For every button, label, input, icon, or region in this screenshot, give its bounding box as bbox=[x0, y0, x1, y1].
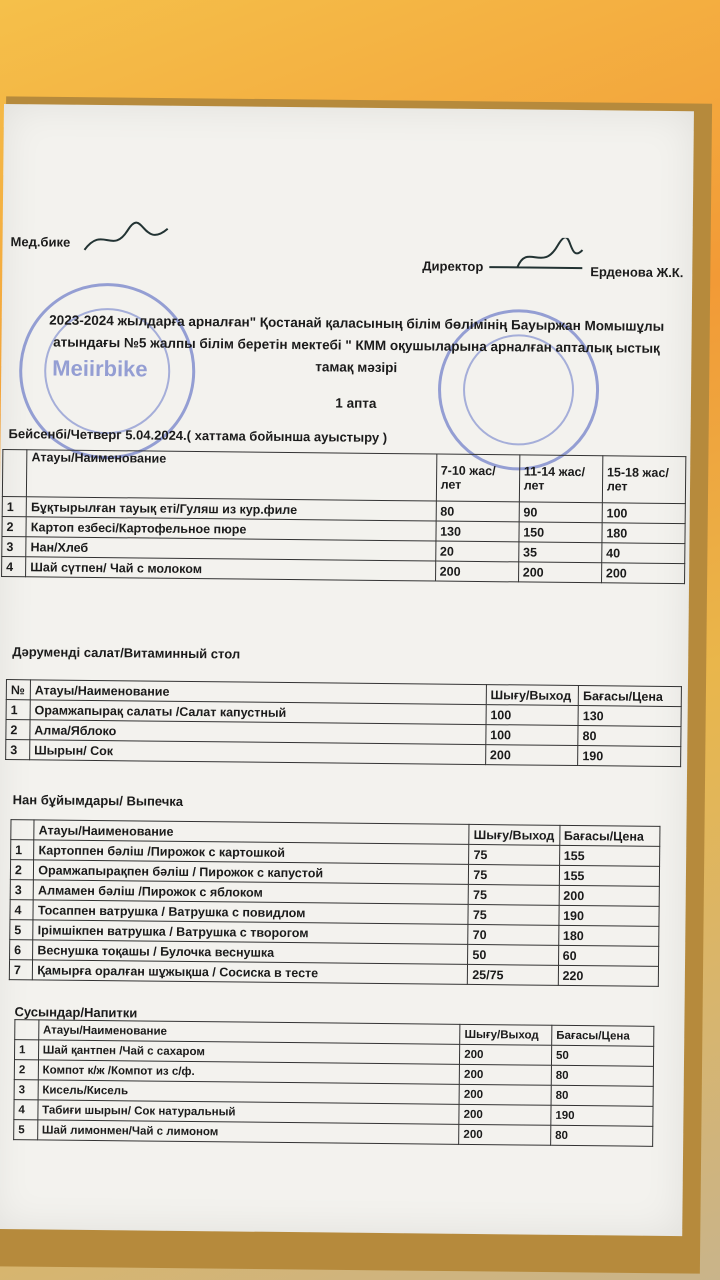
table-row: 1 Шай қантпен /Чай с сахаром 200 50 bbox=[14, 1040, 653, 1067]
table-row: 3 Кисель/Кисель 200 80 bbox=[14, 1080, 653, 1107]
column-header-age-1: 7-10 жас/лет bbox=[436, 454, 520, 502]
director-label: Директор bbox=[422, 258, 484, 275]
table-row: 4 Тосаппен ватрушка / Ватрушка с повидлом 75 190 bbox=[10, 900, 659, 927]
vitamin-section-title: Дәрумендi салат/Витаминный стол bbox=[12, 644, 241, 662]
drinks-table bbox=[13, 1019, 654, 1147]
drinks-section-title: Сусындар/Напитки bbox=[14, 1004, 138, 1021]
med-signature bbox=[82, 220, 172, 261]
table-row: 2 Алма/Яблоко 100 80 bbox=[6, 720, 681, 747]
table-row: 4 Табиғи шырын/ Сок натуральный 200 190 bbox=[14, 1100, 653, 1127]
table-row: 7 Қамырға оралған шұжықша / Сосиска в тесте 25/75 220 bbox=[9, 960, 658, 987]
table-row: 2 Компот к/ж /Компот из с/ф. 200 80 bbox=[14, 1060, 653, 1087]
column-header-name: Атауы/Наименование bbox=[34, 820, 469, 845]
column-header-output: Шығу/Выход bbox=[460, 1024, 552, 1045]
table-row: 3 Алмамен бәліш /Пирожок с яблоком 75 200 bbox=[10, 880, 659, 907]
stamp-text: Meiirbike bbox=[52, 355, 148, 382]
table-row: 3 Нан/Хлеб 20 35 40 bbox=[2, 537, 685, 564]
date-line: Бейсенбі/Четверг 5.04.2024.( хаттама бойынша ауыстыру ) bbox=[8, 426, 388, 446]
main-dishes-table bbox=[1, 449, 686, 584]
table-row: 1 Орамжапырақ салаты /Салат капустный 100 130 bbox=[6, 700, 681, 727]
column-header-price: Бағасы/Цена bbox=[578, 686, 681, 707]
table-row: 1 Картоппен бәліш /Пирожок с картошкой 75 155 bbox=[11, 840, 660, 867]
title-line-2: атындағы №5 жалпы білім беретін мектебі " КММ оқушыларына арналған апталық ыстық bbox=[53, 334, 660, 356]
column-header-price: Бағасы/Цена bbox=[552, 1025, 654, 1046]
column-header-output: Шығу/Выход bbox=[469, 824, 559, 845]
column-header-price: Бағасы/Цена bbox=[559, 825, 660, 846]
director-name: Ерденова Ж.К. bbox=[590, 264, 684, 281]
med-label: Мед.бике bbox=[10, 234, 71, 250]
column-header-output: Шығу/Выход bbox=[486, 685, 579, 706]
bakery-section-title: Нан бұйымдары/ Выпечка bbox=[12, 792, 184, 809]
table-row: 4 Шай сүтпен/ Чай с молоком 200 200 200 bbox=[2, 557, 685, 584]
column-header-age-2: 11-14 жас/лет bbox=[519, 455, 603, 503]
column-header-name: Атауы/Наименование bbox=[30, 680, 486, 705]
week-label: 1 апта bbox=[335, 395, 377, 411]
table-row: 1 Бұқтырылған тауық еті/Гуляш из кур.филе 80 90 100 bbox=[2, 497, 685, 524]
menu-sheet bbox=[0, 104, 694, 1236]
title-line-1: 2023-2024 жылдарға арналған" Қостанай қаласының білім бөлімінің Бауыржан Момышұлы bbox=[49, 312, 665, 334]
column-header-number: № bbox=[6, 680, 30, 700]
table-row: 5 Шай лимонмен/Чай с лимоном 200 80 bbox=[14, 1120, 653, 1147]
title-line-3: тамақ мәзірі bbox=[315, 359, 398, 376]
table-row: 3 Шырын/ Сок 200 190 bbox=[6, 740, 681, 767]
column-header-age-3: 15-18 жас/лет bbox=[602, 456, 686, 504]
table-row: 2 Орамжапырақпен бәліш / Пирожок с капустой 75 155 bbox=[10, 860, 659, 887]
table-row: 2 Картоп езбесі/Картофельное пюре 130 150 180 bbox=[2, 517, 685, 544]
table-row: 6 Веснушка тоқашы / Булочка веснушка 50 60 bbox=[10, 940, 659, 967]
director-signature bbox=[487, 237, 587, 278]
table-row: 5 Ірімшікпен ватрушка / Ватрушка с творогом 70 180 bbox=[10, 920, 659, 947]
table-header-row bbox=[2, 450, 685, 504]
column-header-name: Атауы/Наименование bbox=[38, 1020, 460, 1044]
vitamin-table bbox=[5, 679, 682, 767]
column-header-name: Атауы/Наименование bbox=[27, 450, 437, 501]
bakery-table bbox=[9, 819, 661, 987]
